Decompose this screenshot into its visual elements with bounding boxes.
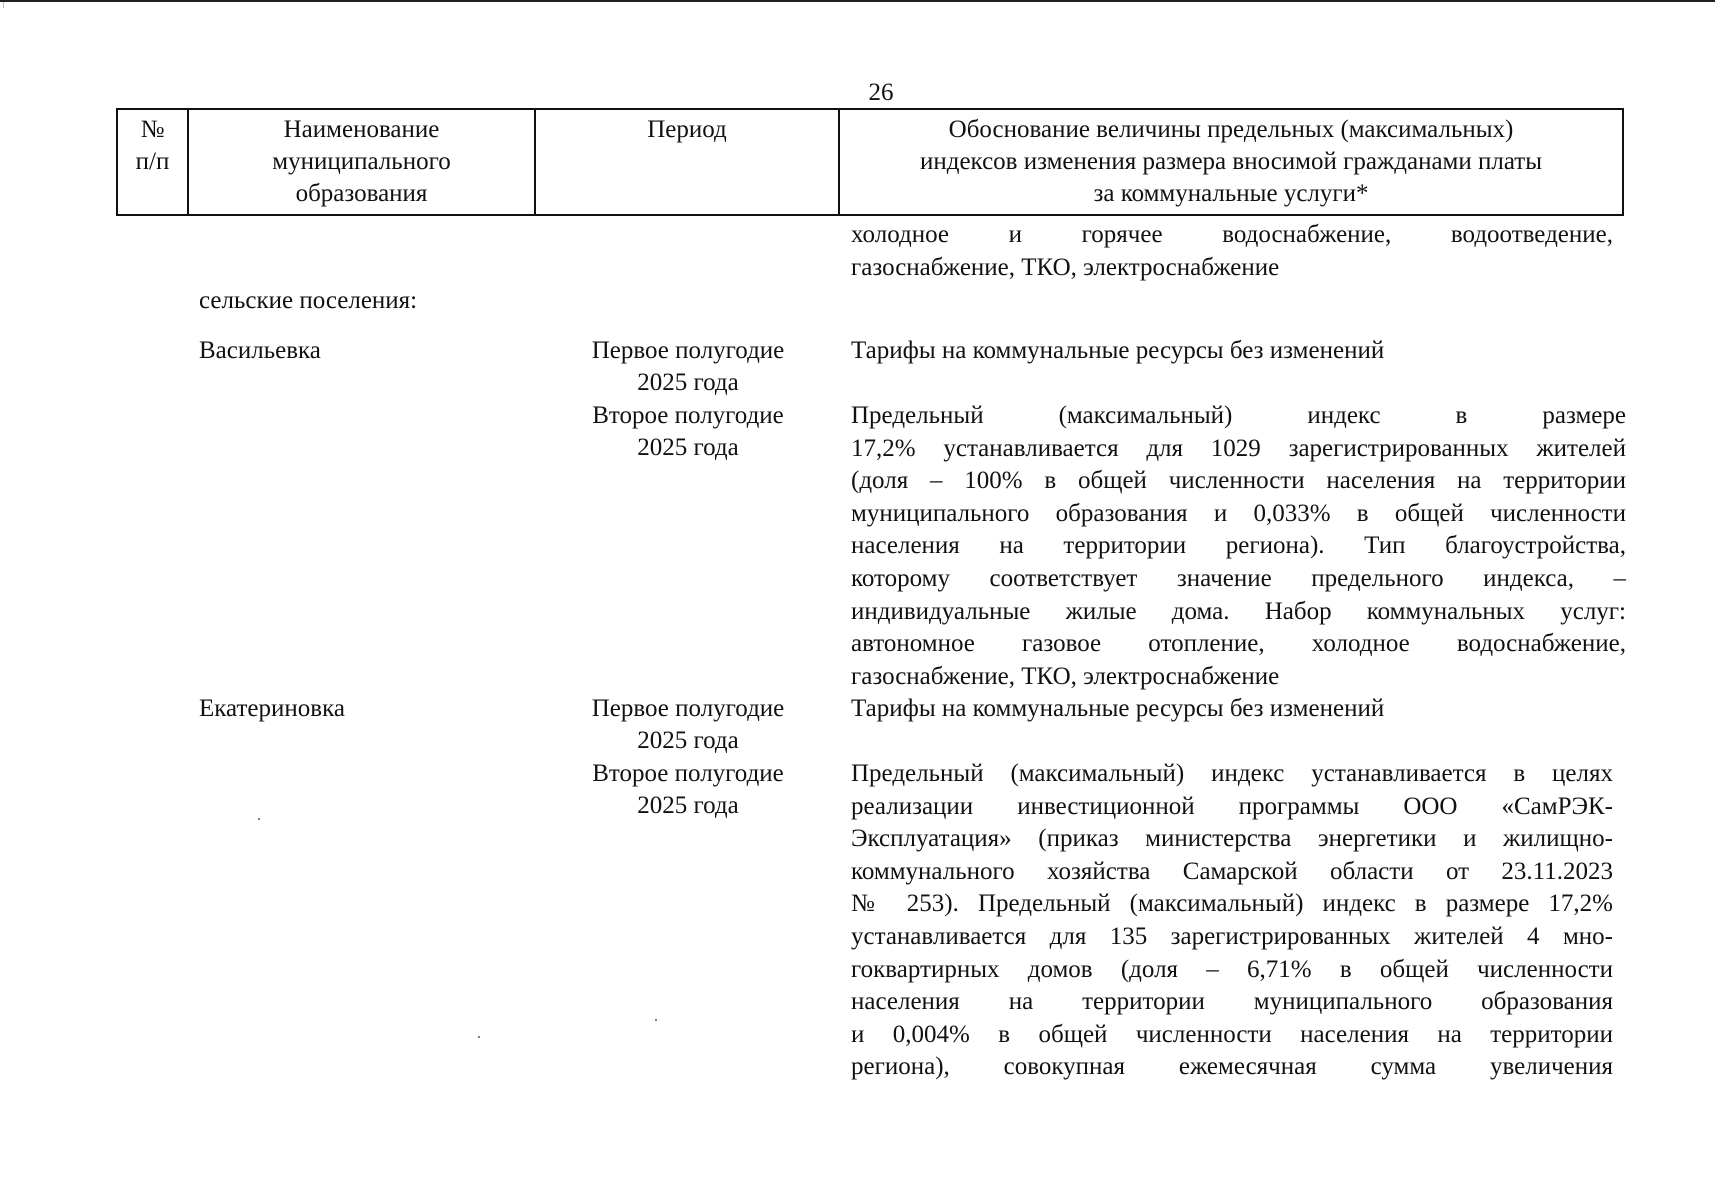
period-second-half: Второе полугодие 2025 года xyxy=(592,760,784,819)
justification-line: автономное газовое отопление, холодное водоснабжение, xyxy=(851,630,1626,658)
justification-line: и 0,004% в общей численности населения на территории xyxy=(851,1020,1613,1048)
scan-speck xyxy=(258,818,260,820)
period-first-half: Первое полугодие 2025 года xyxy=(591,695,785,754)
justification-line: реализации инвестиционной программы ООО «СамРЭК- xyxy=(851,792,1613,820)
justification-text xyxy=(851,758,1613,1084)
justification-line: населения на территории региона). Тип благоустройства, xyxy=(851,532,1626,560)
justification-line: Предельный (максимальный) индекс устанавливается в целях xyxy=(851,760,1613,787)
justification-line: коммунального хозяйства Самарской области от 23.11.2023 xyxy=(851,857,1613,885)
justification-line: индивидуальные жилые дома. Набор коммунальных услуг: xyxy=(851,597,1626,625)
municipality-name: Васильевка xyxy=(199,337,321,364)
justification-line: № 253). Предельный (максимальный) индекс в размере 17,2% xyxy=(851,890,1613,918)
scan-speck xyxy=(655,1019,657,1021)
justification-line: 17,2% устанавливается для 1029 зарегистрированных жителей xyxy=(851,434,1626,462)
justification-text xyxy=(851,400,1626,693)
justification-line: газоснабжение, ТКО, электроснабжение xyxy=(851,662,1280,690)
continuation-line: холодное и горячее водоснабжение, водоотведение, xyxy=(851,221,1613,248)
justification-line: устанавливается для 135 зарегистрированных жителей 4 мно- xyxy=(851,922,1613,950)
continuation-line: газоснабжение, ТКО, электроснабжение xyxy=(851,253,1280,281)
continuation-text xyxy=(851,219,1613,284)
header-col-justification: Обоснование величины предельных (максимальных) индексов изменения размера вносимой гражданами платы за коммунальные услуги* xyxy=(919,116,1543,207)
justification-line: гоквартирных домов (доля – 6,71% в общей численности xyxy=(851,955,1613,983)
scan-corner-mark xyxy=(3,2,12,8)
group-label-rural-settlements: сельские поселения: xyxy=(199,287,418,314)
period-second-half: Второе полугодие 2025 года xyxy=(592,402,784,461)
scan-speck xyxy=(478,1036,480,1038)
page-top-border xyxy=(0,0,1715,2)
justification-line: населения на территории муниципального образования xyxy=(851,988,1613,1016)
page-number: 26 xyxy=(868,79,894,106)
justification-line: региона), совокупная ежемесячная сумма увеличения xyxy=(851,1053,1613,1081)
justification-line: муниципального образования и 0,033% в общей численности xyxy=(851,499,1626,527)
justification-line: Эксплуатация» (приказ министерства энергетики и жилищно- xyxy=(851,825,1613,853)
justification-line: Тарифы на коммунальные ресурсы без изменений xyxy=(851,695,1385,722)
header-col-number: № п/п xyxy=(118,110,189,214)
justification-line: (доля – 100% в общей численности населения на территории xyxy=(851,467,1626,495)
justification-line: Тарифы на коммунальные ресурсы без изменений xyxy=(851,337,1385,364)
header-col-period: Период xyxy=(536,110,840,214)
justification-line: Предельный (максимальный) индекс в размере xyxy=(851,402,1626,429)
justification-line: которому соответствует значение предельного индекса, – xyxy=(851,564,1626,592)
table-header xyxy=(116,108,1624,216)
municipality-name: Екатериновка xyxy=(199,695,345,722)
header-col-municipality: Наименование муниципального образования xyxy=(189,110,536,214)
period-first-half: Первое полугодие 2025 года xyxy=(591,337,785,396)
